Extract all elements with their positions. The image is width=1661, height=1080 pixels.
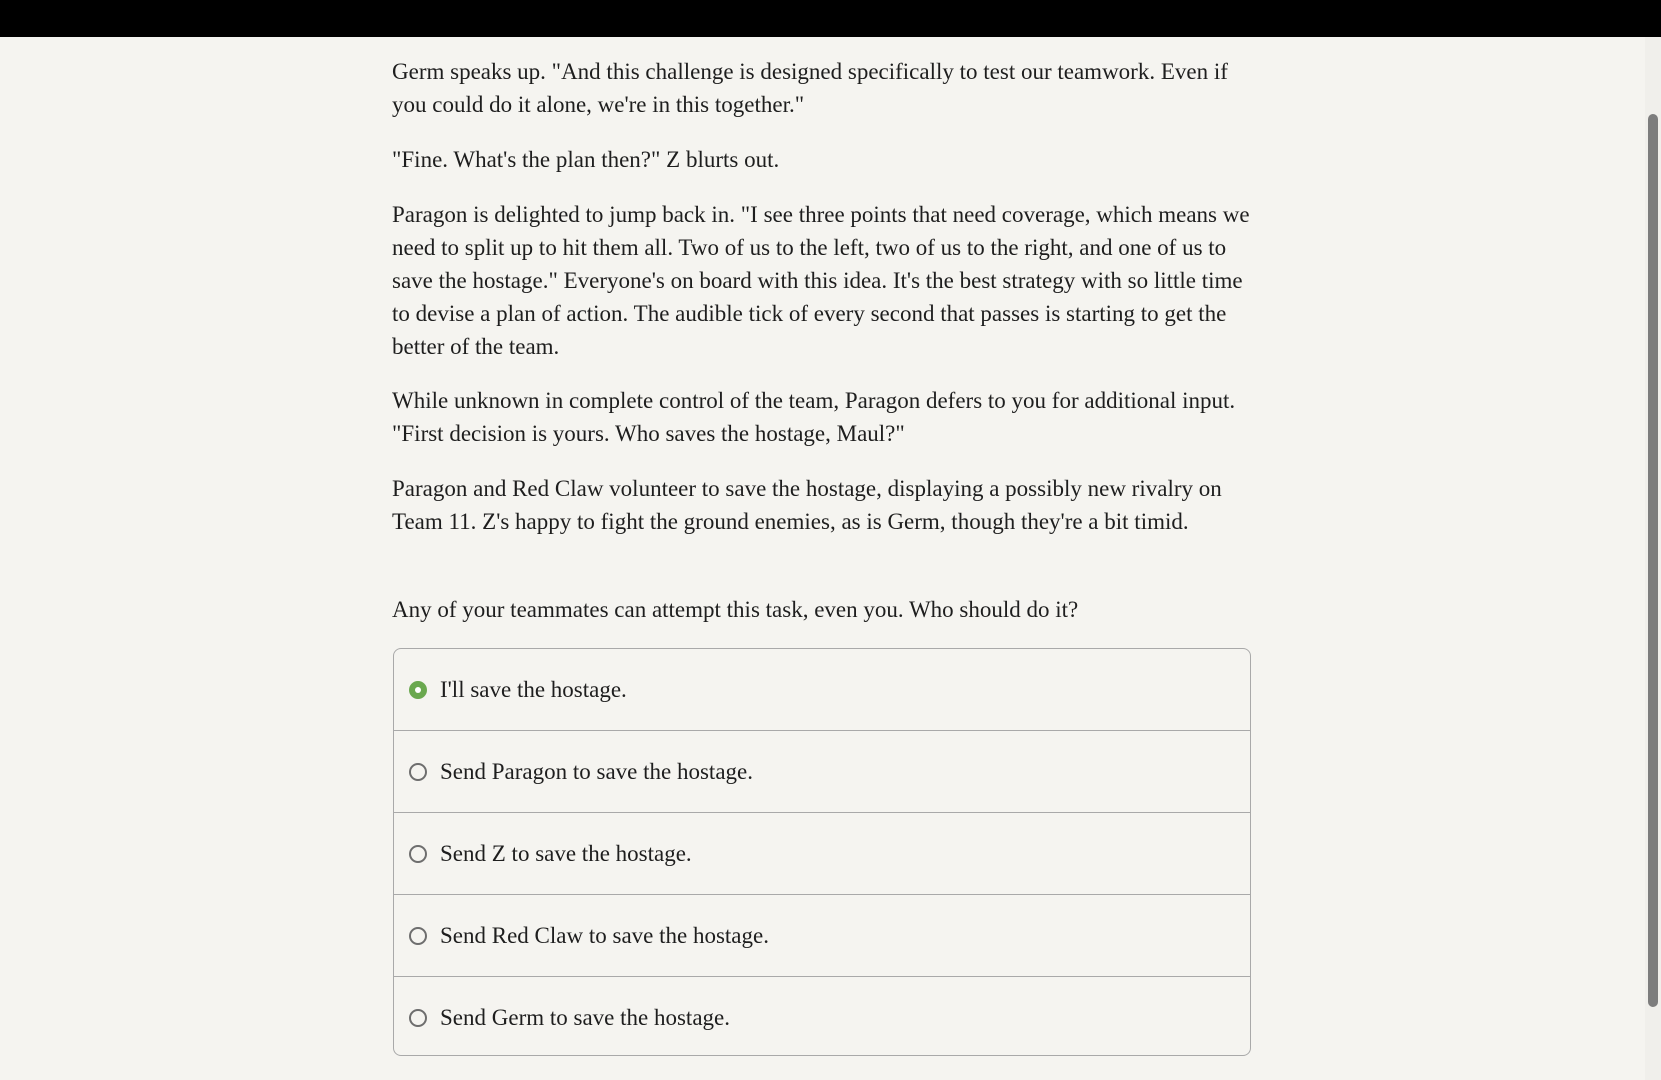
story-paragraph: Germ speaks up. "And this challenge is designed specifically to test our teamwork. Even if you could do it alone, we're in this together." [392, 59, 1228, 117]
radio-unselected-icon[interactable] [409, 763, 427, 781]
choice-label: Send Red Claw to save the hostage. [440, 922, 769, 948]
choice-option-germ[interactable] [394, 977, 1250, 1056]
choice-prompt: Any of your teammates can attempt this task, even you. Who should do it? [392, 597, 1079, 622]
story-paragraph: "Fine. What's the plan then?" Z blurts out. [392, 147, 780, 172]
choice-label: Send Paragon to save the hostage. [440, 758, 753, 784]
choice-option-paragon[interactable] [394, 731, 1250, 813]
scrollbar-thumb[interactable] [1648, 114, 1658, 1007]
radio-unselected-icon[interactable] [409, 1009, 427, 1027]
choice-label: I'll save the hostage. [440, 676, 627, 702]
story-paragraph: Paragon is delighted to jump back in. "I see three points that need coverage, which means we need to split up to hit them all. Two of us to the left, two of us to the right, and one of us to save the hostage." Everyone's on board with this idea. It's the best strategy with so little time to devise a plan of action. The audible tick of every second that passes is starting to get the better of the team. [392, 202, 1250, 359]
scrollbar-track[interactable] [1645, 37, 1661, 1080]
radio-selected-icon[interactable] [409, 681, 427, 699]
choice-list [393, 648, 1251, 1056]
choice-label: Send Germ to save the hostage. [440, 1004, 730, 1030]
radio-unselected-icon[interactable] [409, 845, 427, 863]
choice-option-self[interactable] [394, 649, 1250, 731]
story-paragraph: While unknown in complete control of the team, Paragon defers to you for additional input. "First decision is yours. Who saves the hostage, Maul?" [392, 388, 1236, 446]
radio-unselected-icon[interactable] [409, 927, 427, 945]
story-paragraph: Paragon and Red Claw volunteer to save the hostage, displaying a possibly new rivalry on Team 11. Z's happy to fight the ground enemies, as is Germ, though they're a bit timid. [392, 476, 1222, 534]
choice-option-red-claw[interactable] [394, 895, 1250, 977]
choice-option-z[interactable] [394, 813, 1250, 895]
top-bar [0, 0, 1661, 37]
choice-label: Send Z to save the hostage. [440, 840, 692, 866]
